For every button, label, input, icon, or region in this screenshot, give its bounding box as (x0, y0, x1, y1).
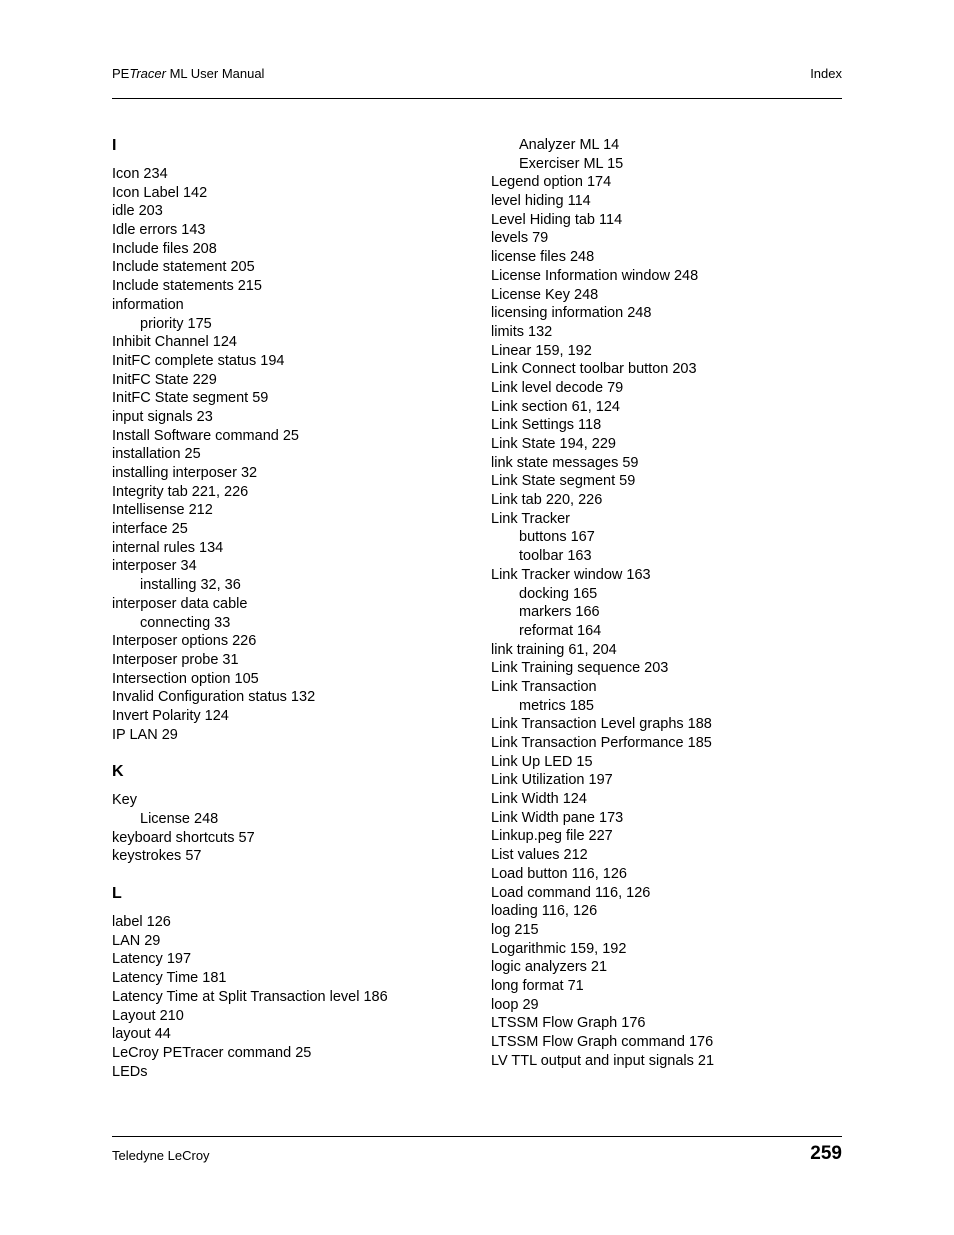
index-entry: loop 29 (491, 996, 539, 1013)
index-entry: installing interposer 32 (112, 465, 258, 481)
index-entry: input signals 23 (112, 408, 213, 425)
index-entry: LTSSM Flow Graph 176 (491, 1015, 646, 1032)
index-entry: Interposer probe 31 (112, 651, 239, 668)
index-entry: interposer data cable (112, 595, 248, 612)
index-entry: Link Connect toolbar button 203 (491, 361, 697, 378)
index-entry: Link State segment 59 (491, 473, 636, 490)
index-entry: keyboard shortcuts 57 (112, 829, 255, 846)
section-spacer (112, 744, 472, 762)
index-entry: Load button 116, 126 (491, 865, 627, 882)
index-entry: licensing information 248 (491, 305, 652, 322)
index-entry: Link section 61, 124 (491, 398, 620, 415)
index-subentry: connecting 33 (140, 614, 231, 631)
index-entry: InitFC State 229 (112, 371, 217, 388)
index-entry: LTSSM Flow Graph command 176 (491, 1034, 714, 1050)
index-entry: Latency 197 (112, 951, 192, 968)
index-entry: List values 212 (491, 847, 588, 864)
index-subentry: docking 165 (519, 585, 598, 602)
index-entry: keystrokes 57 (112, 848, 202, 865)
index-entry: Idle errors 143 (112, 222, 206, 239)
index-entry: Inhibit Channel 124 (112, 334, 237, 351)
index-entry: Link Settings 118 (491, 417, 602, 434)
index-subentry: License 248 (140, 811, 219, 827)
header-title-italic: Tracer (129, 66, 166, 81)
index-entry: Logarithmic 159, 192 (491, 940, 627, 957)
index-subentry: toolbar 163 (519, 548, 592, 565)
index-entry: Linear 159, 192 (491, 342, 592, 359)
index-entry: link training 61, 204 (491, 641, 617, 658)
index-letter-heading: K (112, 763, 124, 781)
footer-company: Teledyne LeCroy (112, 1148, 210, 1163)
index-entry: Link Tracker (491, 510, 570, 527)
index-subentry: priority 175 (140, 315, 212, 332)
index-entry: interposer 34 (112, 558, 197, 575)
index-entry: Link Width pane 173 (491, 809, 624, 826)
index-entry: interface 25 (112, 521, 188, 538)
index-subentry: installing 32, 36 (140, 577, 241, 594)
index-entry: Link level decode 79 (491, 379, 624, 396)
page-number: 259 (810, 1143, 842, 1164)
index-entry: Include statements 215 (112, 278, 262, 295)
index-entry: Link Tracker window 163 (491, 566, 651, 583)
index-entry: installation 25 (112, 446, 201, 463)
index-entry: Integrity tab 221, 226 (112, 483, 249, 500)
running-header-section: Index (810, 66, 842, 81)
index-entry: License Key 248 (491, 286, 599, 303)
index-entry: internal rules 134 (112, 539, 224, 556)
index-entry: log 215 (491, 921, 539, 938)
index-entry: Link Width 124 (491, 791, 587, 808)
index-entry: label 126 (112, 914, 171, 931)
index-entry: link state messages 59 (491, 454, 639, 471)
index-entry: Link Utilization 197 (491, 772, 613, 789)
index-entry: Include statement 205 (112, 259, 255, 276)
index-entry: loading 116, 126 (491, 903, 598, 920)
index-entry: Link Training sequence 203 (491, 660, 669, 677)
index-subentry: reformat 164 (519, 622, 602, 639)
index-entry: Interposer options 226 (112, 633, 257, 650)
index-entry: information (112, 296, 184, 313)
footer-rule (112, 1136, 842, 1137)
index-entry: layout 44 (112, 1026, 171, 1043)
index-subentry: Analyzer ML 14 (519, 137, 620, 153)
index-entry: Icon Label 142 (112, 184, 208, 201)
index-entry: Level Hiding tab 114 (491, 211, 623, 228)
index-entry: Invalid Configuration status 132 (112, 689, 316, 706)
index-entry: Layout 210 (112, 1007, 184, 1024)
index-entry: Key (112, 792, 137, 809)
index-column-right (491, 136, 851, 1070)
index-entry: InitFC State segment 59 (112, 390, 269, 407)
index-entry: logic analyzers 21 (491, 959, 608, 976)
index-entry: IP LAN 29 (112, 726, 178, 743)
index-subentry: metrics 185 (519, 697, 594, 714)
header-rule (112, 98, 842, 99)
index-entry: Link Transaction Performance 185 (491, 735, 712, 751)
index-entry: long format 71 (491, 977, 584, 994)
index-entry: Intellisense 212 (112, 502, 213, 519)
index-entry: Legend option 174 (491, 174, 612, 191)
index-entry: LAN 29 (112, 932, 161, 949)
index-letter-heading: I (112, 137, 117, 154)
index-entry: Intersection option 105 (112, 670, 259, 687)
index-entry: level hiding 114 (491, 193, 591, 210)
index-letter-heading: L (112, 885, 122, 903)
index-entry: Invert Polarity 124 (112, 707, 229, 724)
header-title-prefix: PE (112, 66, 130, 81)
index-column-left (112, 136, 472, 1081)
index-entry: Install Software command 25 (112, 427, 299, 444)
index-entry: idle 203 (112, 203, 163, 220)
index-entry: Icon 234 (112, 166, 168, 182)
index-subentry: Exerciser ML 15 (519, 155, 624, 172)
index-entry: license files 248 (491, 249, 595, 266)
index-entry: License Information window 248 (491, 267, 699, 284)
index-entry: Link Transaction (491, 678, 597, 695)
index-entry: LV TTL output and input signals 21 (491, 1052, 715, 1069)
index-entry: Latency Time at Split Transaction level 186 (112, 988, 388, 1005)
index-entry: levels 79 (491, 230, 549, 247)
index-entry: Link Transaction Level graphs 188 (491, 716, 712, 733)
index-entry: Load command 116, 126 (491, 884, 651, 901)
index-entry: LEDs (112, 1063, 148, 1080)
section-spacer (112, 866, 472, 884)
index-subentry: buttons 167 (519, 529, 595, 546)
header-title-suffix: ML User Manual (165, 66, 265, 81)
index-entry: Link State 194, 229 (491, 436, 616, 452)
index-entry: Linkup.peg file 227 (491, 828, 613, 845)
index-entry: Link Up LED 15 (491, 753, 593, 770)
index-entry: Latency Time 181 (112, 970, 227, 987)
index-entry: Include files 208 (112, 240, 217, 257)
index-subentry: markers 166 (519, 604, 600, 621)
index-entry: Link tab 220, 226 (491, 492, 603, 509)
index-entry: limits 132 (491, 323, 553, 340)
index-entry: LeCroy PETracer command 25 (112, 1044, 312, 1061)
index-entry: InitFC complete status 194 (112, 352, 285, 369)
running-header-title (112, 66, 264, 81)
